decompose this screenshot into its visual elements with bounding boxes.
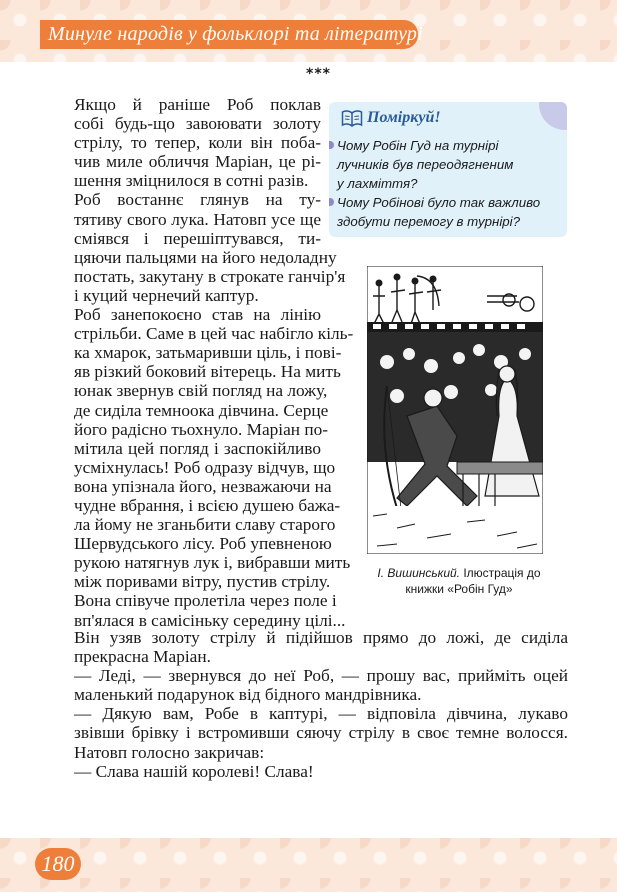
text-line: усміхнулась! Роб одразу відчув, що <box>74 457 336 477</box>
bottom-ornament-border <box>0 838 617 892</box>
text-line: цяючи пальцями на його недоладну <box>74 247 337 267</box>
text-line: прекрасна Маріан. <box>74 647 211 667</box>
text-line: шення зміцнилося в сотні разів. <box>74 171 309 191</box>
question-line: у лахміття? <box>337 176 418 191</box>
page-number: 180 <box>41 851 75 876</box>
text-line: стрілу, то тепер, коли він поба- <box>74 133 321 153</box>
question-line: здобути перемогу в турнірі? <box>337 214 521 229</box>
illustration-caption <box>370 565 548 597</box>
text-line: собі будь-що завоювати золоту <box>74 114 321 134</box>
text-line: чудне вбрання, і всією душею бажа- <box>74 495 341 515</box>
think-question <box>329 193 567 231</box>
text-line: вона упізнала його, незважаючи на <box>74 476 332 496</box>
text-line: сміявся і перешіптувався, ти- <box>74 228 321 248</box>
bullet-dot-icon <box>329 141 334 149</box>
full-width-text <box>74 628 568 781</box>
text-line: — Слава нашій королеві! Слава! <box>74 761 314 781</box>
text-line: постать, закутану в строкате ганчір'я <box>74 266 346 286</box>
page-number-badge <box>35 848 81 880</box>
think-box-corner <box>539 102 567 130</box>
caption-text: книжки «Робін Гуд» <box>405 582 513 596</box>
text-line: рукою натягнув лук і, вибравши мить <box>74 553 351 573</box>
text-line: Вона співуче пролетіла через поле і <box>74 591 337 611</box>
text-line: мітила цей погляд і заспокійливо <box>74 438 321 458</box>
text-line: стрільби. Саме в цей час набігло кіль- <box>74 324 354 344</box>
section-header-bar <box>40 20 423 49</box>
think-box-questions <box>329 136 567 231</box>
think-box <box>329 102 567 237</box>
caption-text: Ілюстрація до <box>460 566 541 580</box>
text-line: — Дякую вам, Робе в каптурі, — відповіла дівчина, лукаво <box>74 704 568 724</box>
text-line: — Леді, — звернувся до неї Роб, — прошу вас, прийміть оцей <box>74 666 568 686</box>
text-line: Якщо й раніше Роб поклав <box>74 95 321 114</box>
text-line: де сиділа темноока дівчина. Серце <box>74 400 329 420</box>
column-text <box>74 95 354 630</box>
text-line: ка хмарок, затьмаривши ціль, і пові- <box>74 343 342 363</box>
think-box-header <box>341 109 441 127</box>
think-box-title: Поміркуй! <box>367 109 441 126</box>
text-line: ла йому не зганьбити славу старого <box>74 515 336 535</box>
text-line: і куций чернечий каптур. <box>74 285 259 305</box>
text-line: тятиву свого лука. Натовп усе ще <box>74 209 321 229</box>
text-line: між поривами вітру, пустив стрілу. <box>74 572 331 592</box>
section-title: Минуле народів у фольклорі та літературі <box>48 23 423 45</box>
section-separator: *** <box>306 66 331 82</box>
text-line: Шервудського лісу. Роб упевненою <box>74 534 332 554</box>
robin-hood-illustration <box>367 266 543 554</box>
question-line: лучників був переодягненим <box>337 157 514 172</box>
text-line: яв різкий боковий вітерець. На мить <box>74 362 341 382</box>
question-line: Чому Робінові було так важливо <box>337 195 541 210</box>
text-line: Роб востаннє глянув на ту- <box>74 190 321 210</box>
question-line: Чому Робін Гуд на турнірі <box>337 138 499 153</box>
open-book-icon <box>341 109 363 127</box>
text-line: вп'ялася в самісіньку середину цілі... <box>74 610 346 630</box>
think-question <box>329 136 567 193</box>
text-line: звівши брівку і встромивши сяючу стрілу в своє темне волосся. <box>74 723 568 743</box>
text-line: Роб занепокоєно став на лінію <box>74 305 321 325</box>
text-line: його радісно тьохнуло. Маріан по- <box>74 419 328 439</box>
text-line: юнак звернув свій погляд на ложу, <box>74 381 328 401</box>
text-line: чив миле обличчя Маріан, це рі- <box>74 152 321 172</box>
text-line: маленький подарунок від бідного мандрівника. <box>74 685 422 705</box>
text-line: Натовп голосно закричав: <box>74 742 265 762</box>
bullet-dot-icon <box>329 198 334 206</box>
caption-author: І. Вишинський. <box>377 566 460 580</box>
text-line: Він узяв золоту стрілу й підійшов прямо до ложі, де сиділа <box>74 628 568 647</box>
